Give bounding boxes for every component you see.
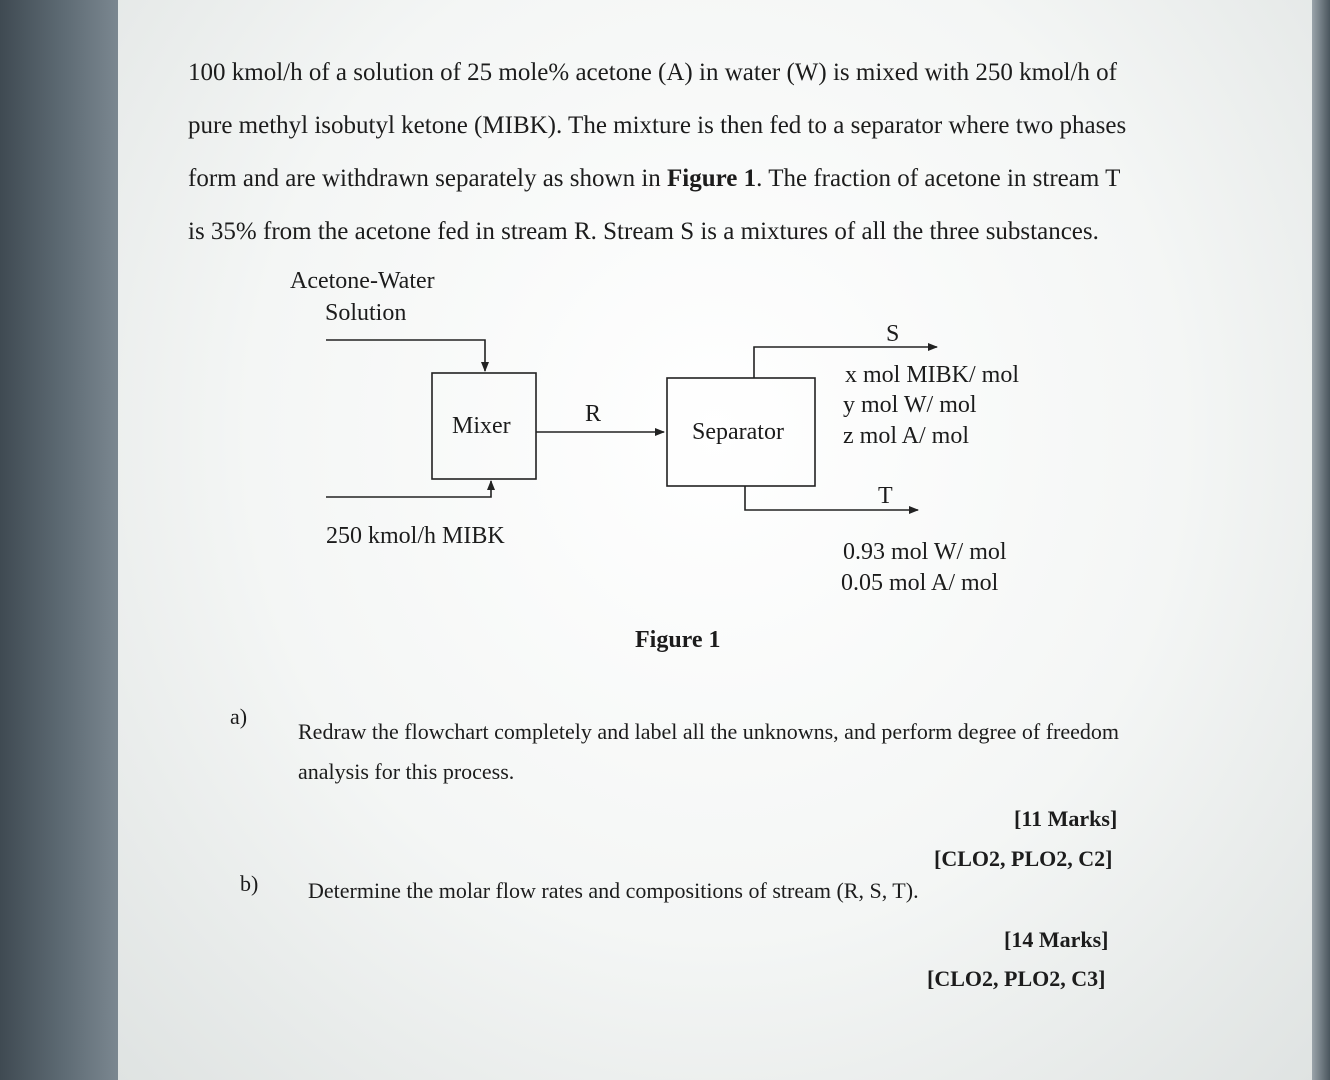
problem-line-3-end: . The fraction of acetone in stream T xyxy=(756,165,1121,192)
question-a-text: Redraw the flowchart completely and label all the unknowns, and perform degree of freedom analysis for this process. xyxy=(298,719,1120,784)
mixer-label: Mixer xyxy=(452,413,511,439)
mibk-feed-label: 250 kmol/h MIBK xyxy=(326,523,505,549)
question-b-outcomes: [CLO2, PLO2, C3] xyxy=(927,966,1106,991)
problem-line-2: pure methyl isobutyl ketone (MIBK). The mixture is then fed to a separator where two phases xyxy=(188,112,1127,139)
question-a-marks: [11 Marks] xyxy=(1014,806,1118,831)
mibk-stream-arrow xyxy=(326,481,491,497)
question-a-letter: a) xyxy=(230,704,248,729)
question-b-text: Determine the molar flow rates and compositions of stream (R, S, T). xyxy=(308,878,919,903)
separator-label: Separator xyxy=(692,419,784,445)
stream-s-label: S xyxy=(886,321,900,347)
stream-t-composition-water: 0.93 mol W/ mol xyxy=(843,539,1007,565)
stream-s-composition-acetone: z mol A/ mol xyxy=(843,423,969,449)
problem-line-3-start: form and are withdrawn separately as shown in xyxy=(188,165,668,192)
stream-r-label: R xyxy=(585,401,602,427)
figure-reference: Figure 1 xyxy=(667,165,757,192)
stream-t-composition-acetone: 0.05 mol A/ mol xyxy=(841,570,999,596)
problem-line-4: is 35% from the acetone fed in stream R. Stream S is a mixtures of all the three substances. xyxy=(188,218,1099,245)
figure-caption: Figure 1 xyxy=(635,627,721,653)
stream-s-composition-mibk: x mol MIBK/ mol xyxy=(845,362,1020,388)
stream-t-label: T xyxy=(878,483,893,509)
stream-s-composition-water: y mol W/ mol xyxy=(843,392,977,418)
question-b-letter: b) xyxy=(240,871,259,896)
question-b-marks: [14 Marks] xyxy=(1004,927,1109,952)
feed-stream-arrow xyxy=(326,340,485,371)
question-a-outcomes: [CLO2, PLO2, C2] xyxy=(934,846,1113,871)
feed-label-line-2: Solution xyxy=(325,300,407,326)
problem-line-1: 100 kmol/h of a solution of 25 mole% acetone (A) in water (W) is mixed with 250 kmol/h of xyxy=(188,59,1117,86)
feed-label-line-1: Acetone-Water xyxy=(290,268,435,294)
